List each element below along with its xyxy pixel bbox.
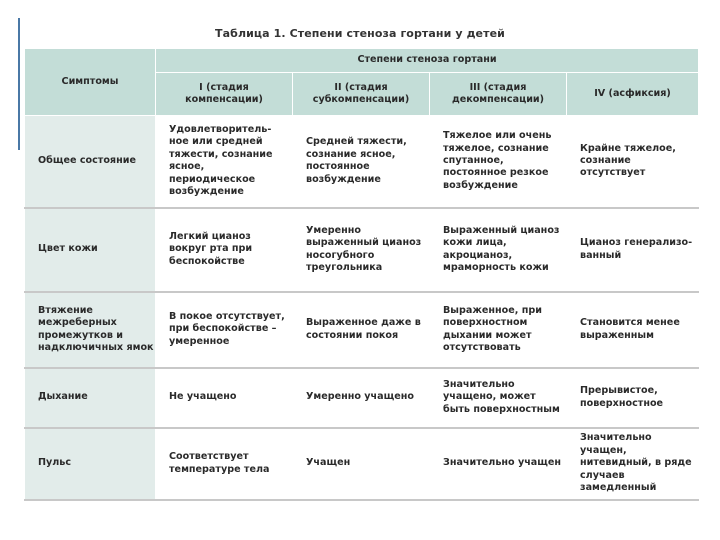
- header-stage-1: I (стадия компенсации): [156, 73, 293, 116]
- table-cell: Выраженный цианоз кожи лица, акроцианоз, мраморность кожи: [430, 208, 567, 292]
- table-cell: Тяжелое или очень тяжелое, сознание спутанное, постоянное резкое возбуждение: [430, 116, 567, 208]
- table-cell: Удовлетворитель-ное или средней тяжести, сознание ясное, периодическое возбуждение: [156, 116, 293, 208]
- table-cell: Легкий цианоз вокруг рта при беспокойстве: [156, 208, 293, 292]
- table-row: [25, 116, 699, 208]
- header-stage-3: III (стадия декомпенсации): [430, 73, 567, 116]
- header-stage-2: II (стадия субкомпенсации): [293, 73, 430, 116]
- table-cell: Соответствует температуре тела: [156, 428, 293, 500]
- symptom-cell: Дыхание: [25, 368, 156, 428]
- stenosis-table: [24, 48, 699, 501]
- table-cell: Учащен: [293, 428, 430, 500]
- table-cell: Значительно учащено, может быть поверхностным: [430, 368, 567, 428]
- table-cell: Средней тяжести, сознание ясное, постоянное возбуждение: [293, 116, 430, 208]
- symptom-cell: Общее состояние: [25, 116, 156, 208]
- table-row: [25, 368, 699, 428]
- table-cell: Крайне тяжелое, сознание отсутствует: [567, 116, 699, 208]
- table-cell: Выраженное даже в состоянии покоя: [293, 292, 430, 368]
- header-symptoms: Симптомы: [25, 49, 156, 116]
- table-row: [25, 292, 699, 368]
- table-cell: Прерывистое, поверхностное: [567, 368, 699, 428]
- header-row-top: [25, 49, 699, 73]
- table-title: Таблица 1. Степени стеноза гортани у детей: [215, 27, 505, 40]
- table-cell: В покое отсутствует, при беспокойстве – умеренное: [156, 292, 293, 368]
- table-cell: Значительно учащен: [430, 428, 567, 500]
- symptom-cell: Пульс: [25, 428, 156, 500]
- symptom-cell: Втяжение межреберных промежутков и надключичных ямок: [25, 292, 156, 368]
- table-cell: Становится менее выраженным: [567, 292, 699, 368]
- header-stage-4: IV (асфиксия): [567, 73, 699, 116]
- table-cell: Значительно учащен, нитевидный, в ряде случаев замедленный: [567, 428, 699, 500]
- table-row: [25, 428, 699, 500]
- table-row: [25, 208, 699, 292]
- table-cell: Умеренно учащено: [293, 368, 430, 428]
- symptom-cell: Цвет кожи: [25, 208, 156, 292]
- table-cell: Цианоз генерализо-ванный: [567, 208, 699, 292]
- table-cell: Умеренно выраженный цианоз носогубного треугольника: [293, 208, 430, 292]
- table-cell: Выраженное, при поверхностном дыхании может отсутствовать: [430, 292, 567, 368]
- header-degrees: Степени стеноза гортани: [156, 49, 699, 73]
- table-cell: Не учащено: [156, 368, 293, 428]
